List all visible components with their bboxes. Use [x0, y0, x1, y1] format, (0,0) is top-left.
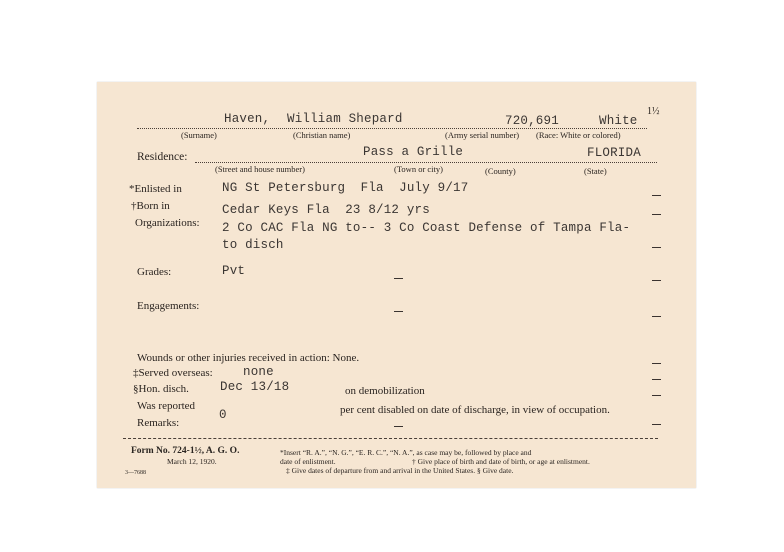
disabled-text: per cent disabled on date of discharge, in view of occupation.	[340, 404, 610, 416]
remarks-dash-mid	[394, 426, 403, 427]
was-reported-label: Was reported	[137, 400, 196, 412]
state-caption: (State)	[584, 166, 607, 176]
remarks-label: Remarks:	[137, 417, 180, 429]
served-overseas-value: none	[243, 365, 274, 379]
born-label: †Born in	[131, 200, 170, 212]
race-value: White	[599, 114, 638, 128]
surname-value: Haven,	[224, 112, 271, 126]
street-caption: (Street and house number)	[215, 164, 305, 174]
grades-line	[652, 280, 661, 281]
organizations-value-1: 2 Co CAC Fla NG to-- 3 Co Coast Defense of Tampa Fla-	[222, 221, 631, 235]
residence-line	[195, 162, 657, 163]
organizations-label: Organizations:	[135, 217, 200, 229]
footer-rule	[123, 438, 658, 439]
christian-name-caption: (Christian name)	[293, 130, 351, 140]
race-caption: (Race: White or colored)	[536, 130, 621, 140]
grades-label: Grades:	[137, 266, 172, 278]
born-value: Cedar Keys Fla 23 8/12 yrs	[222, 203, 430, 217]
residence-label: Residence:	[137, 151, 188, 163]
enlisted-label: *Enlisted in	[129, 183, 182, 195]
born-line	[652, 214, 661, 215]
enlisted-line	[652, 195, 661, 196]
service-record-card	[97, 82, 696, 488]
organizations-value-2: to disch	[222, 238, 284, 252]
name-line	[137, 128, 647, 129]
town-caption: (Town or city)	[394, 164, 443, 174]
hon-disch-value: Dec 13/18	[220, 380, 290, 394]
wounds-line	[652, 363, 661, 364]
was-reported-value: 0	[219, 408, 227, 422]
form-code: 3—7688	[125, 470, 146, 476]
footnote-enlistment: *Insert “R. A.”, “N. G.”, “E. R. C.”, “N. A.”, as case may be, followed by place and	[280, 448, 532, 457]
remarks-line	[652, 424, 661, 425]
serial-caption: (Army serial number)	[445, 130, 520, 140]
engagements-dash-mid	[394, 311, 403, 312]
wounds-text: Wounds or other injuries received in action: None.	[137, 352, 360, 364]
served-overseas-label: ‡Served overseas:	[133, 367, 213, 379]
surname-caption: (Surname)	[181, 130, 217, 140]
grades-dash-mid	[394, 278, 403, 279]
serial-number-value: 720,691	[505, 114, 559, 128]
hon-line	[652, 395, 661, 396]
county-caption: (County)	[485, 166, 516, 176]
footnote-enlistment-2: date of enlistment.	[280, 457, 336, 466]
footnote-overseas: ‡ Give dates of departure from and arrival in the United States. § Give date.	[286, 466, 514, 475]
form-date: March 12, 1920.	[167, 457, 217, 466]
engagements-label: Engagements:	[137, 300, 200, 312]
demobilization-text: on demobilization	[345, 385, 425, 397]
state-value: FLORIDA	[587, 146, 641, 160]
engagements-line	[652, 316, 661, 317]
enlisted-value: NG St Petersburg Fla July 9/17	[222, 181, 469, 195]
footnote-birth: † Give place of birth and date of birth, or age at enlistment.	[412, 457, 590, 466]
christian-name-value: William Shepard	[287, 112, 403, 126]
corner-code: 1½	[647, 106, 660, 117]
form-number: Form No. 724-1½, A. G. O.	[131, 446, 240, 456]
town-value: Pass a Grille	[363, 145, 464, 159]
hon-disch-label: §Hon. disch.	[133, 383, 189, 395]
served-line	[652, 379, 661, 380]
organizations-line	[652, 247, 661, 248]
grades-value: Pvt	[222, 264, 246, 278]
